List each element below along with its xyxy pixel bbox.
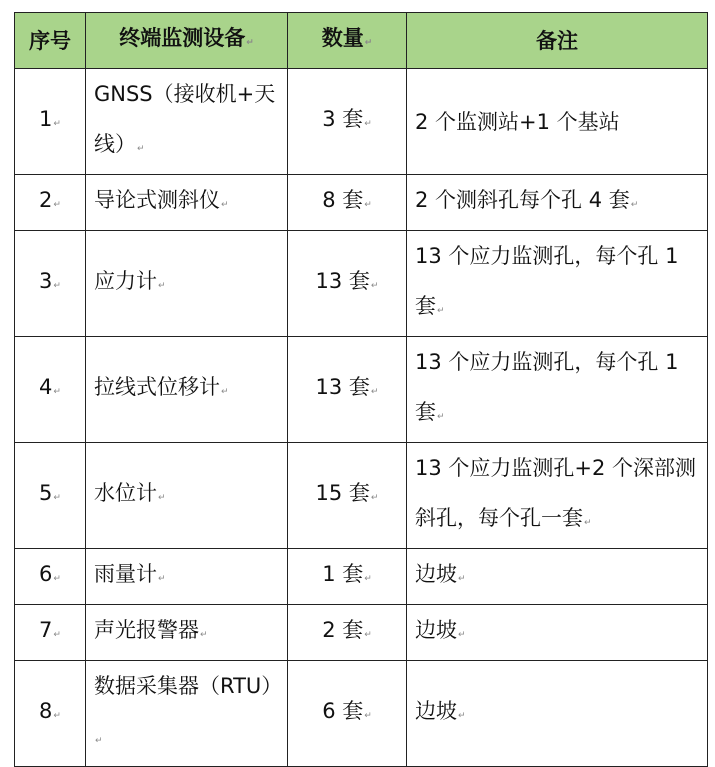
row-device: 导论式测斜仪↵	[86, 175, 288, 231]
header-index: 序号	[15, 13, 86, 69]
row-remark: 2 个监测站+1 个基站	[407, 69, 708, 175]
row-remark: 13 个应力监测孔+2 个深部测斜孔，每个孔一套↵	[407, 443, 708, 549]
table-row	[15, 231, 708, 337]
row-quantity: 6 套↵	[288, 661, 407, 767]
row-device: 声光报警器↵	[86, 605, 288, 661]
header-quantity: 数量↵	[288, 13, 407, 69]
table-row	[15, 549, 708, 605]
table-row	[15, 337, 708, 443]
table-row	[15, 69, 708, 175]
row-quantity: 2 套↵	[288, 605, 407, 661]
row-quantity: 1 套↵	[288, 549, 407, 605]
row-remark: 13 个应力监测孔，每个孔 1 套↵	[407, 231, 708, 337]
row-quantity: 3 套↵	[288, 69, 407, 175]
table-row	[15, 175, 708, 231]
row-device: GNSS（接收机+天线）↵	[86, 69, 288, 175]
row-device: 应力计↵	[86, 231, 288, 337]
table-row	[15, 443, 708, 549]
row-quantity: 15 套↵	[288, 443, 407, 549]
row-index: 1↵	[15, 69, 86, 175]
header-remark: 备注	[407, 13, 708, 69]
row-index: 8↵	[15, 661, 86, 767]
table-header-row	[15, 13, 708, 69]
row-index: 3↵	[15, 231, 86, 337]
row-device: 数据采集器（RTU）↵	[86, 661, 288, 767]
row-device: 雨量计↵	[86, 549, 288, 605]
table-row	[15, 661, 708, 767]
row-remark: 边坡↵	[407, 661, 708, 767]
row-remark: 2 个测斜孔每个孔 4 套↵	[407, 175, 708, 231]
row-index: 4↵	[15, 337, 86, 443]
row-device: 水位计↵	[86, 443, 288, 549]
table-row	[15, 605, 708, 661]
row-remark: 边坡↵	[407, 549, 708, 605]
row-index: 7↵	[15, 605, 86, 661]
row-remark: 边坡↵	[407, 605, 708, 661]
row-remark: 13 个应力监测孔，每个孔 1 套↵	[407, 337, 708, 443]
header-device: 终端监测设备↵	[86, 13, 288, 69]
row-index: 2↵	[15, 175, 86, 231]
row-index: 5↵	[15, 443, 86, 549]
row-quantity: 8 套↵	[288, 175, 407, 231]
row-device: 拉线式位移计↵	[86, 337, 288, 443]
row-quantity: 13 套↵	[288, 231, 407, 337]
equipment-table	[14, 12, 708, 767]
row-quantity: 13 套↵	[288, 337, 407, 443]
row-index: 6↵	[15, 549, 86, 605]
